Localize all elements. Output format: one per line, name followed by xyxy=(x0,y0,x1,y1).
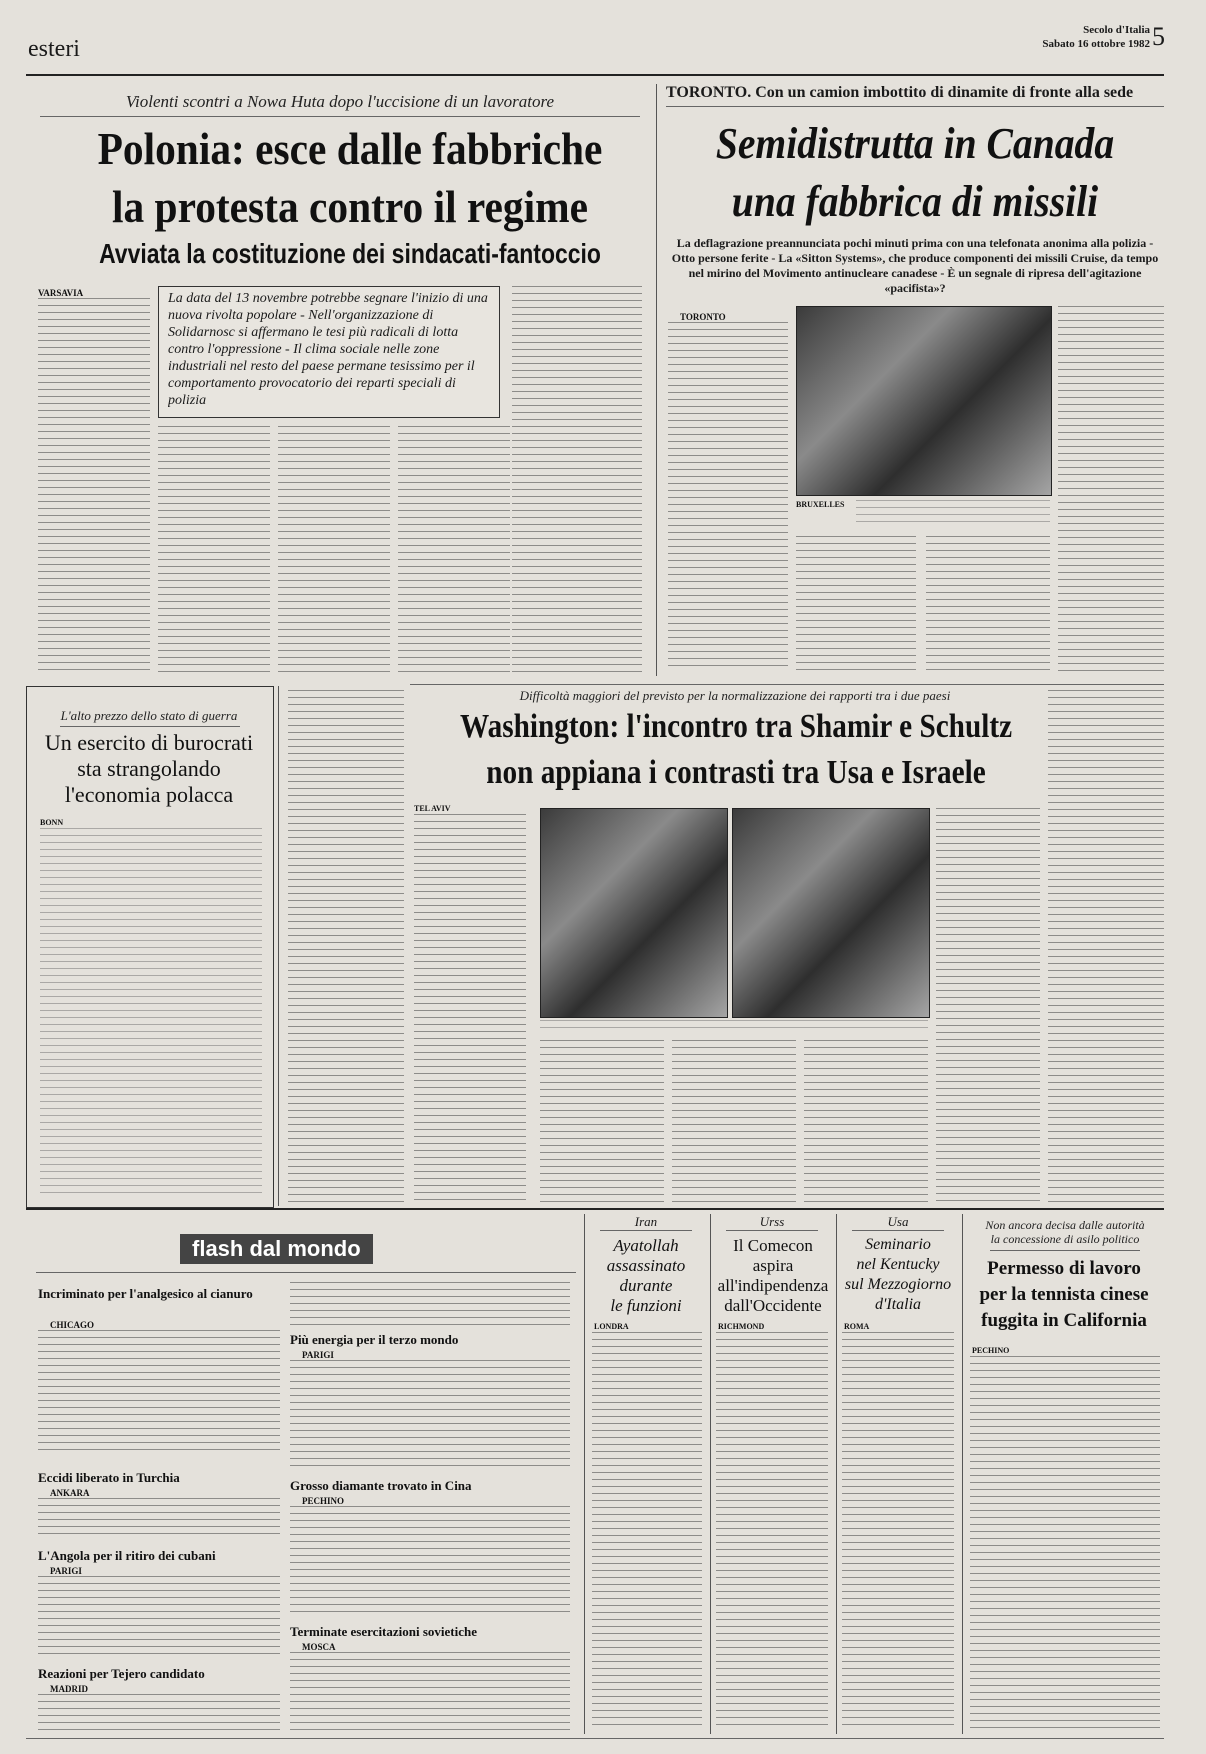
canada-body-col3 xyxy=(926,536,1050,672)
usa-label-rule xyxy=(852,1230,944,1231)
usa-label: Usa xyxy=(887,1214,909,1229)
page-bottom-rule xyxy=(26,1738,1164,1739)
urss-dateline: RICHMOND xyxy=(718,1322,765,1331)
flash-col2-top-body xyxy=(290,1282,570,1326)
flash-item-2-head: Eccidi liberato in Turchia xyxy=(38,1470,180,1485)
flash-item-4-head: Reazioni per Tejero candidato xyxy=(38,1666,205,1681)
page-number: 5 xyxy=(1152,22,1165,51)
flash-item-4-dateline: MADRID xyxy=(50,1684,88,1694)
tennis-divider xyxy=(962,1214,963,1734)
usa-body xyxy=(842,1332,954,1728)
urss-title-line2: aspira xyxy=(752,1256,794,1275)
washington-body-col2 xyxy=(540,1040,664,1202)
poland-dateline: VARSAVIA xyxy=(38,288,84,298)
canada-body-col4 xyxy=(1058,306,1164,676)
shamir-photo xyxy=(540,808,728,1018)
flash-item-1-head: Incriminato per l'analgesico al cianuro xyxy=(38,1286,253,1301)
washington-body-col3 xyxy=(672,1040,796,1202)
poland-body-col5 xyxy=(512,286,642,674)
flash-item-7-dateline: MOSCA xyxy=(302,1642,336,1652)
flash-item-2-dateline: ANKARA xyxy=(50,1488,90,1498)
iran-title-line2: assassinato xyxy=(606,1256,686,1275)
washington-photo-caption xyxy=(540,1020,928,1034)
poland-subtitle: Avviata la costituzione dei sindacati-fantoccio xyxy=(99,238,601,269)
middle-divider xyxy=(278,686,279,1206)
tennis-kicker-rule xyxy=(990,1250,1140,1251)
flash-item-1-dateline: CHICAGO xyxy=(50,1320,95,1330)
economy-kicker-rule xyxy=(60,726,240,727)
poland-body-col1 xyxy=(38,298,150,674)
schultz-photo xyxy=(732,808,930,1018)
urss-label-rule xyxy=(726,1230,818,1231)
flash-item-5-body xyxy=(290,1360,570,1466)
flash-item-7-head: Terminate esercitazioni sovietiche xyxy=(290,1624,478,1639)
urss-title-line3: all'indipendenza xyxy=(717,1276,829,1295)
flash-item-5-head: Più energia per il terzo mondo xyxy=(290,1332,459,1347)
flash-title: flash dal mondo xyxy=(180,1234,373,1264)
canada-caption xyxy=(856,500,1050,528)
iran-title-line3: durante xyxy=(619,1276,673,1295)
iran-body xyxy=(592,1332,702,1728)
flash-item-3-head: L'Angola per il ritiro dei cubani xyxy=(38,1548,216,1563)
canada-body-col2 xyxy=(796,536,916,672)
usa-title-line1: Seminario xyxy=(865,1236,931,1253)
urss-title-line1: Il Comecon xyxy=(733,1236,813,1255)
washington-title-line2: non appiana i contrasti tra Usa e Israele xyxy=(486,754,986,791)
usa-divider xyxy=(836,1214,837,1734)
economy-title-line2: sta strangolando xyxy=(77,756,221,781)
canada-kicker-rule xyxy=(666,106,1164,107)
tennis-body xyxy=(970,1356,1160,1728)
iran-label-rule xyxy=(600,1230,692,1231)
canada-dateline: TORONTO xyxy=(680,312,726,322)
economy-body xyxy=(40,828,262,1198)
usa-title-line4: d'Italia xyxy=(874,1296,922,1313)
economy-title-line1: Un esercito di burocrati xyxy=(44,730,254,755)
iran-label: Iran xyxy=(634,1214,658,1229)
tennis-kicker-line1: Non ancora decisa dalle autorità xyxy=(985,1218,1145,1232)
bottom-section-rule xyxy=(26,1208,1164,1210)
flash-item-6-head: Grosso diamante trovato in Cina xyxy=(290,1478,472,1493)
washington-dateline: TEL AVIV xyxy=(414,804,451,813)
poland-title-line2: la protesta contro il regime xyxy=(111,181,588,232)
header-rule xyxy=(26,74,1164,76)
flash-item-3-dateline: PARIGI xyxy=(50,1566,82,1576)
newspaper-name: Secolo d'Italia xyxy=(1083,24,1150,36)
canada-photo xyxy=(796,306,1052,496)
flash-title-rule xyxy=(36,1272,576,1273)
flash-item-7-body xyxy=(290,1652,570,1730)
urss-label: Urss xyxy=(759,1214,785,1229)
poland-kicker-rule xyxy=(40,116,640,117)
poland-continuation-col1 xyxy=(288,690,404,1202)
flash-item-3-body xyxy=(38,1576,280,1656)
washington-title-line1: Washington: l'incontro tra Shamir e Schultz xyxy=(459,708,1013,745)
flash-item-5-dateline: PARIGI xyxy=(302,1350,334,1360)
washington-kicker: Difficoltà maggiori del previsto per la normalizzazione dei rapporti tra i due paesi xyxy=(519,688,951,703)
issue-date: Sabato 16 ottobre 1982 xyxy=(1042,38,1150,50)
flash-item-1-body xyxy=(38,1330,280,1450)
canada-title-line2: una fabbrica di missili xyxy=(731,177,1099,226)
iran-dateline: LONDRA xyxy=(594,1322,629,1331)
urss-divider xyxy=(710,1214,711,1734)
poland-kicker: Violenti scontri a Nowa Huta dopo l'uccisione di un lavoratore xyxy=(125,92,555,111)
economy-kicker: L'alto prezzo dello stato di guerra xyxy=(60,708,238,723)
economy-dateline: BONN xyxy=(40,818,64,827)
tennis-title-line3: fuggita in California xyxy=(981,1310,1147,1331)
usa-title-line3: sul Mezzogiorno xyxy=(844,1276,952,1293)
urss-title-line4: dall'Occidente xyxy=(724,1296,822,1315)
iran-title-line1: Ayatollah xyxy=(613,1236,679,1255)
tennis-dateline: PECHINO xyxy=(972,1346,1010,1355)
washington-top-rule xyxy=(410,684,1164,685)
urss-body xyxy=(716,1332,828,1728)
flash-item-2-body xyxy=(38,1498,280,1538)
flash-item-4-body xyxy=(38,1694,280,1730)
economy-title-line3: l'economia polacca xyxy=(64,782,234,807)
canada-body-col1 xyxy=(668,322,788,672)
poland-summary-text: La data del 13 novembre potrebbe segnare l'inizio di una nuova rivolta popolare - Nell'organizzazione di Solidarnosc si affermano le tesi più radicali di lotta contro l'oppressione - Il clima sociale nelle zone industriali nel resto del paese permane tesissimo per il comportamento provocatorio dei reparti speciali di polizia xyxy=(168,291,488,408)
poland-body-col2 xyxy=(158,426,270,674)
tennis-title-line2: per la tennista cinese xyxy=(979,1284,1149,1305)
washington-body-col4 xyxy=(804,1040,928,1202)
washington-body-col5 xyxy=(936,808,1040,1202)
canada-divider xyxy=(656,84,657,676)
poland-body-col3 xyxy=(278,426,390,674)
iran-divider xyxy=(584,1214,585,1734)
usa-dateline: ROMA xyxy=(844,1322,870,1331)
flash-item-6-dateline: PECHINO xyxy=(302,1496,345,1506)
canada-kicker: TORONTO. Con un camion imbottito di dinamite di fronte alla sede xyxy=(666,84,1134,101)
canada-title-line1: Semidistrutta in Canada xyxy=(715,119,1115,168)
canada-summary: La deflagrazione preannunciata pochi minuti prima con una telefonata anonima alla polizia - Otto persone ferite - La «Sitton Systems», che produce componenti dei missili Cruise, da tempo nel mirino del Movimento antinucleare canadese - È un segnale di ripresa dell'agitazione «pacifista»? xyxy=(671,236,1159,295)
iran-title-line4: le funzioni xyxy=(610,1296,682,1315)
washington-body-col1 xyxy=(414,814,526,1202)
washington-body-col6 xyxy=(1048,690,1164,1202)
tennis-title-line1: Permesso di lavoro xyxy=(987,1258,1141,1279)
section-label: esteri xyxy=(28,36,80,62)
poland-body-col4 xyxy=(398,426,510,674)
tennis-kicker-line2: la concessione di asilo politico xyxy=(990,1232,1140,1246)
poland-title-line1: Polonia: esce dalle fabbriche xyxy=(97,123,603,174)
canada-caption-label: BRUXELLES xyxy=(796,500,845,509)
flash-item-6-body xyxy=(290,1506,570,1612)
usa-title-line2: nel Kentucky xyxy=(856,1256,940,1273)
